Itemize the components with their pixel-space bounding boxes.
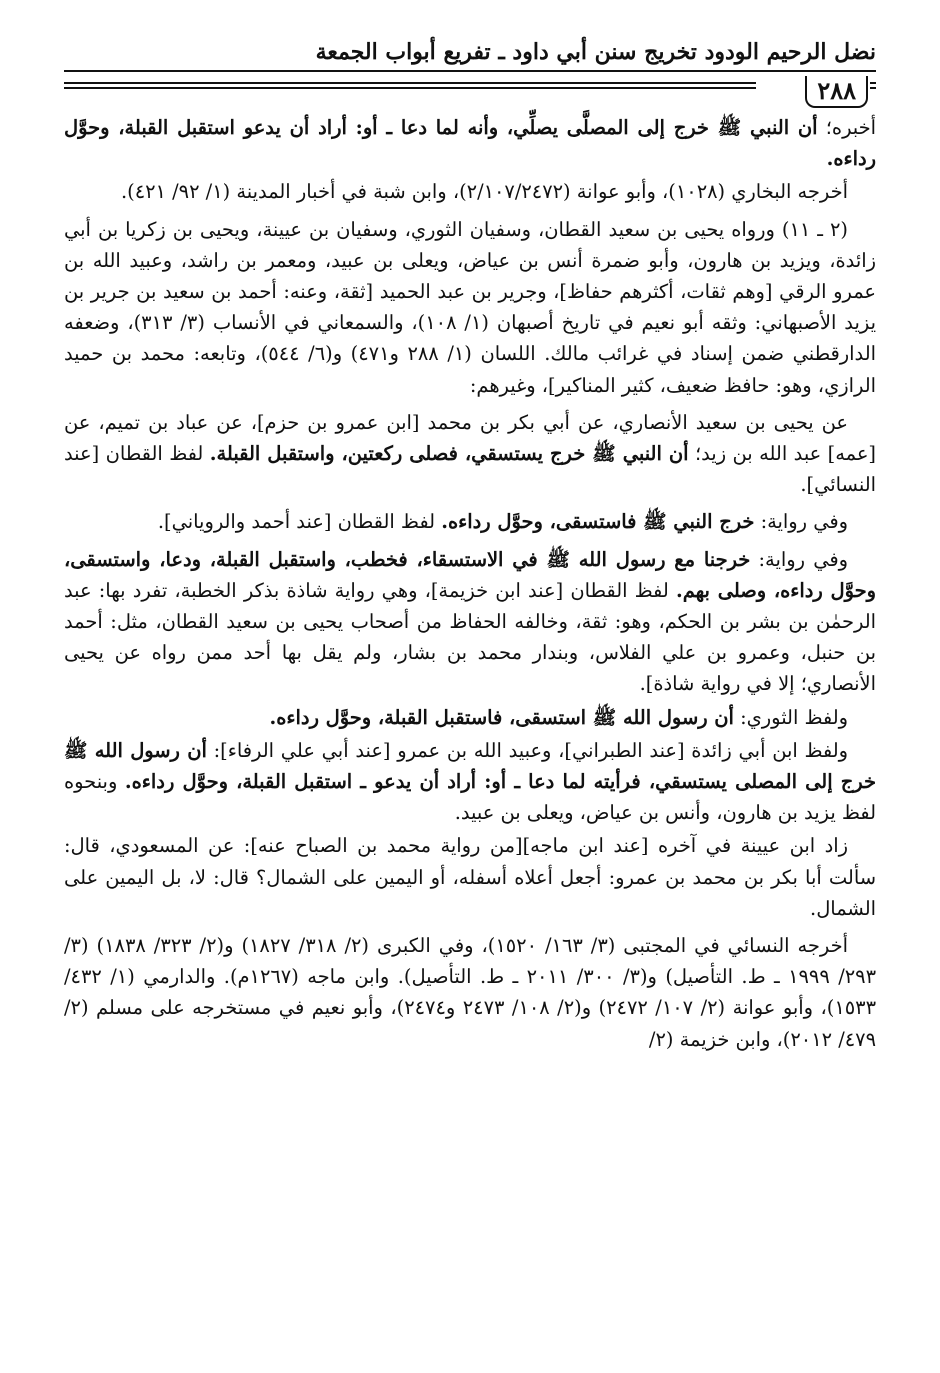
text-run: لفظ القطان [عند النسائي]. — [64, 442, 876, 497]
text-run: ولفظ ابن أبي زائدة [عند الطبراني]، وعبيد الله بن عمرو [عند أبي علي الرفاء]: — [206, 738, 848, 762]
text-run: أخرجه البخاري (١٠٢٨)، وأبو عوانة (٢/١٠٧/٢٤٧٢)، وابن شبة في أخبار المدينة (١/ ٩٢/ ٤٢١). — [120, 180, 848, 204]
text-run: لفظ القطان [عند أحمد والروياني]. — [157, 510, 442, 534]
paragraph — [64, 176, 876, 207]
text-run: وفي رواية: — [750, 547, 848, 571]
paragraph — [64, 506, 876, 537]
bold-text: أن رسول الله ﷺ خرج إلى المصلى يستسقي، فرأيته لما دعا ـ أو: أراد أن يدعو ـ استقبل القبلة، وحوَّل رداءه. — [64, 738, 876, 794]
page-number-row — [64, 72, 876, 112]
text-run: وبنحوه لفظ يزيد بن هارون، وأنس بن عياض، ويعلى بن عبيد. — [64, 770, 876, 825]
text-run: أخبره؛ — [817, 116, 876, 139]
text-run: عن يحيى بن سعيد الأنصاري، عن أبي بكر بن محمد [ابن عمرو بن حزم]، عن عباد بن تميم، عن [عمه] عبد الله بن زيد؛ — [64, 410, 876, 466]
paragraph — [64, 735, 876, 829]
text-run: (٢ ـ ١١) ورواه يحيى بن سعيد القطان، وسفيان الثوري، وسفيان بن عيينة، ويحيى بن زكريا بن أبي زائدة، ويزيد بن هارون، وأبو ضمرة أنس بن عياض، ويعلى بن عبيد، ومعمر بن راشد، وعبيد الله بن عمرو الرقي [وهم ثقات، أكثرهم حفاظ]، وجرير بن عبد الحميد [ثقة، وعنه: أحمد بن سعيد بن جرير بن يزيد الأصبهاني: وثقه أبو نعيم في تاريخ أصبهان (١/ ١٠٨)، والسمعاني في الأنساب (٣/ ٣١٣)، وضعفه الدارقطني ضمن إسناد في غرائب مالك. اللسان (١/ ٢٨٨ و٤٧١) و(٦/ ٥٤٤)، وتابعه: محمد بن حميد الرازي، وهو: حافظ ضعيف، كثير المناكير]، وغيرهم: — [64, 217, 876, 397]
bold-text: أن النبي ﷺ خرج يستسقي، فصلى ركعتين، واستقبل القبلة. — [209, 442, 689, 466]
page-number: ٢٨٨ — [805, 76, 868, 108]
paragraph — [64, 214, 876, 401]
text-run: لفظ القطان [عند ابن خزيمة]، وهي رواية شاذة بذكر الخطبة، تفرد بها: عبد الرحمٰن بن بشر بن الحكم، وهو: ثقة، وخالفه الحفاظ من أصحاب يحيى بن سعيد القطان، مثل: أحمد بن حنبل، وعمرو بن علي الفلاس، وبندار محمد بن بشار، ولم يقل بها أحد ممن رواه عن يحيى الأنصاري؛ إلا في رواية شاذة]. — [64, 578, 876, 696]
paragraph — [64, 830, 876, 924]
header-title: نضل الرحيم الودود تخريج سنن أبي داود ـ تفريع أبواب الجمعة — [315, 39, 876, 65]
running-header — [64, 34, 876, 72]
bold-text: أن النبي ﷺ خرج إلى المصلَّى يصلِّي، وأنه لما دعا ـ أو: أراد أن يدعو استقبل القبلة، وحوَّل رداءه. — [64, 116, 876, 171]
paragraph — [64, 544, 876, 700]
page-body — [64, 112, 876, 1055]
text-run: زاد ابن عيينة في آخره [عند ابن ماجه][من رواية محمد بن الصباح عنه]: عن المسعودي، قال: سألت أبا بكر بن محمد بن عمرو: أجعل أعلاه أسفله، أو اليمين على الشمال؟ قال: لا، بل اليمين على الشمال. — [64, 834, 876, 920]
paragraph — [64, 930, 876, 1055]
paragraph — [64, 112, 876, 174]
text-run: أخرجه النسائي في المجتبى (٣/ ١٦٣/ ١٥٢٠)، وفي الكبرى (٢/ ٣١٨/ ١٨٢٧) و(٢/ ٣٢٣/ ١٨٣٨) (٣/ ٢٩٣/ ١٩٩٩ ـ ط. التأصيل) و(٣/ ٣٠٠/ ٢٠١١ ـ ط. التأصيل). وابن ماجه (١٢٦٧م). والدارمي (١/ ٤٣٢/ ١٥٣٣)، وأبو عوانة (٢/ ١٠٧/ ٢٤٧٢) و(٢/ ١٠٨/ ٢٤٧٣ و٢٤٧٤)، وأبو نعيم في مستخرجه على مسلم (٢/ ٤٧٩/ ٢٠١٢)، وابن خزيمة (٢/ — [64, 934, 877, 1051]
bold-text: خرج النبي ﷺ فاستسقى، وحوَّل رداءه. — [441, 510, 755, 534]
bold-text: أن رسول الله ﷺ استسقى، فاستقبل القبلة، وحوَّل رداءه. — [269, 705, 734, 729]
ornament-line-right — [870, 82, 876, 89]
bold-text: خرجنا مع رسول الله ﷺ في الاستسقاء، فخطب، واستقبل القبلة، ودعا، واستسقى، وحوَّل رداءه، وصلى بهم. — [64, 547, 876, 602]
text-run: ولفظ الثوري: — [733, 705, 848, 729]
ornament-line — [64, 82, 756, 89]
paragraph — [64, 407, 876, 501]
paragraph — [64, 702, 876, 733]
text-run: وفي رواية: — [754, 510, 848, 534]
